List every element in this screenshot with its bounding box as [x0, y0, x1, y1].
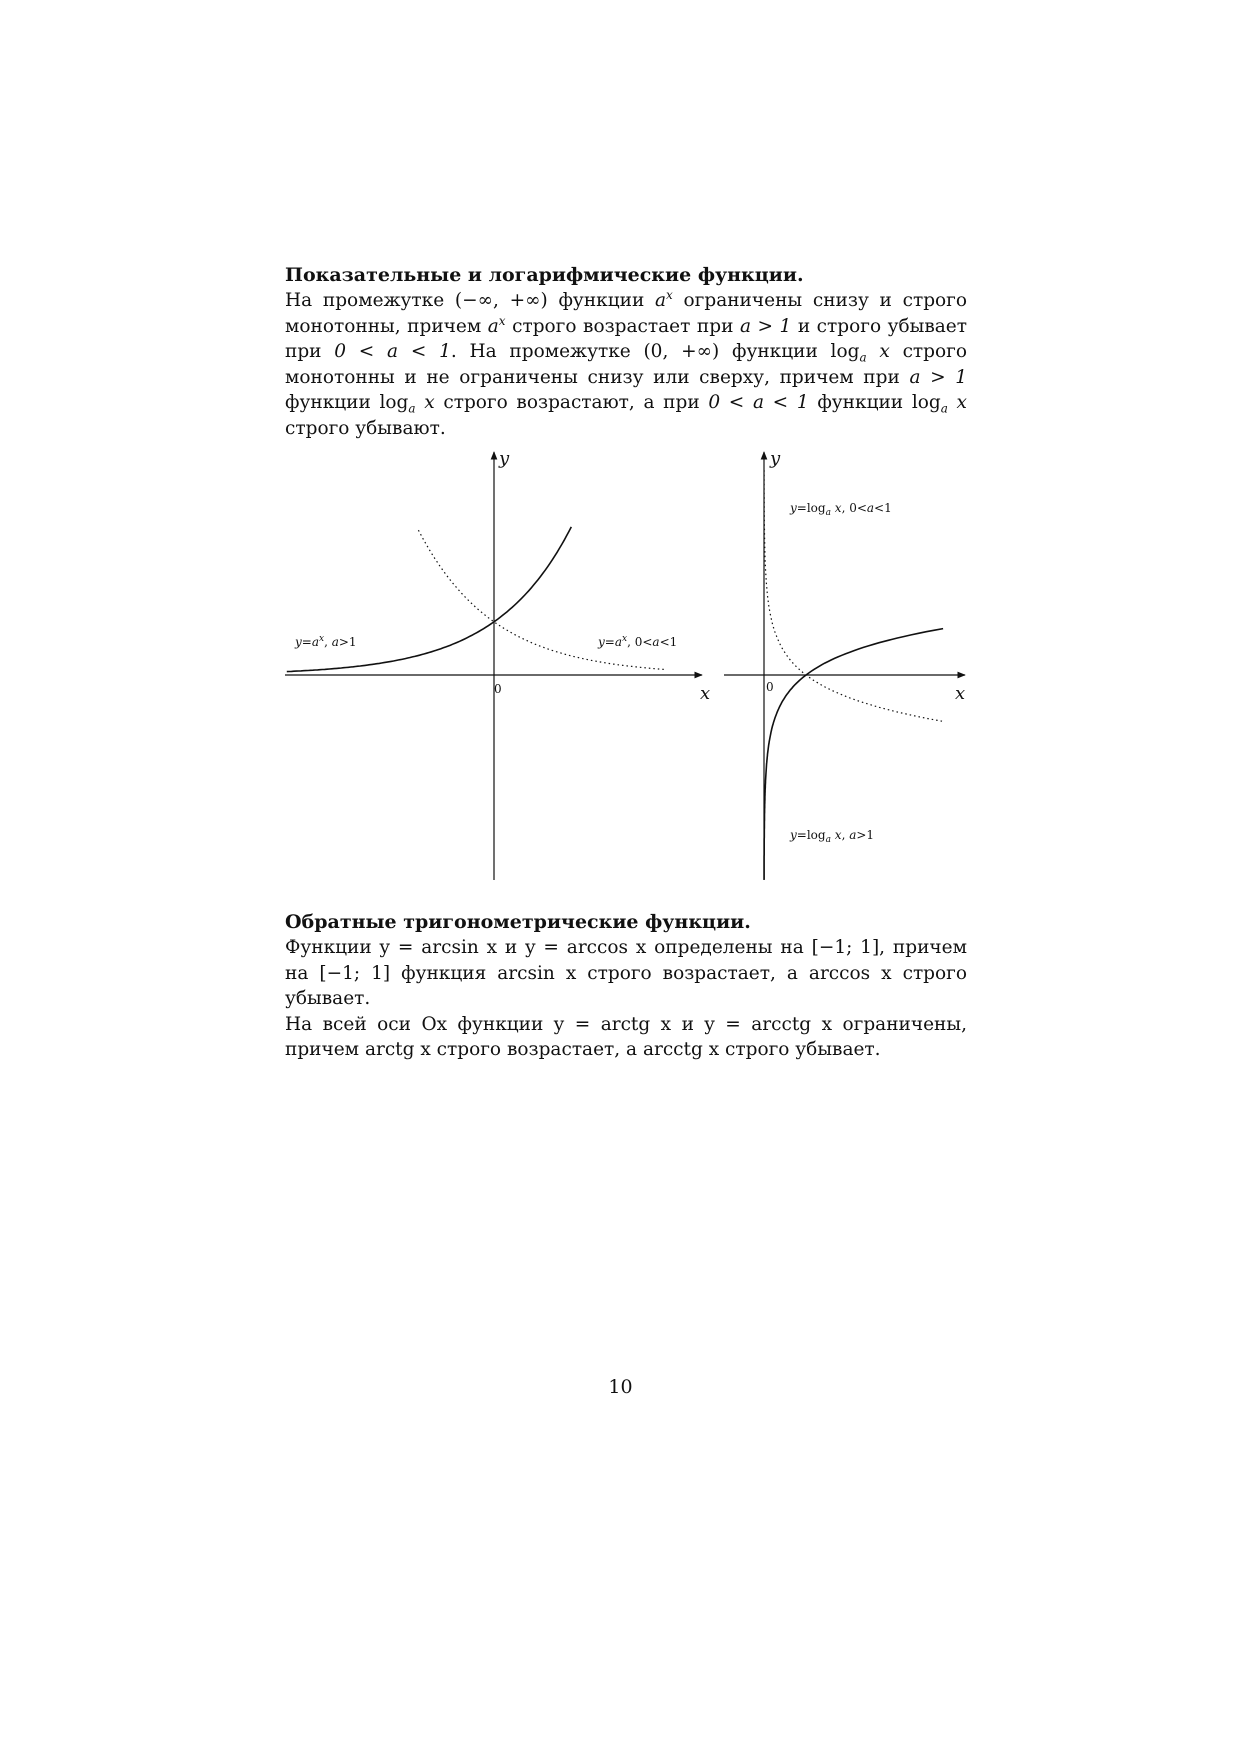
paragraph-exp-log: На промежутке (−∞, +∞) функции $a^x$ ограничены снизу и строго монотонны, причем $a^x$ строго возрастает при a > 1 и строго убывает при 0 < a < 1. На промежутке (0, +∞) функции $\log_a x$ строго монотонны и не ограничены снизу или сверху, причем при a > 1 функции $\log_a x$ строго возрастают, а при 0 < a < 1 функции $\log_a x$ строго убывают.: [285, 287, 968, 439]
section-heading-inverse-trig: Обратные тригонометрические функции.: [285, 911, 751, 933]
log-growth-label: $y=\log_a$ x, a>1: [790, 828, 875, 845]
graphs-svg: [280, 440, 980, 890]
page-number: 10: [608, 1376, 633, 1398]
section-exp-log: [285, 262, 967, 441]
function-graphs-figure: [280, 440, 980, 890]
exp-graph: [285, 448, 710, 880]
exp-origin-label: 0: [494, 682, 502, 696]
exp-decay-label: $y=a^x$, 0<a<1: [598, 634, 678, 649]
exp-growth-label: $y=a^x$, a>1: [295, 634, 357, 649]
log-decay-label: $y=\log_a$ x, 0<a<1: [790, 501, 892, 518]
log-graph: [724, 448, 965, 880]
paragraph-inverse-trig-1: Функции y = arcsin x и y = arccos x определены на [−1; 1], причем на [−1; 1] функция arcsin x строго возрастает, а arccos x строго убывает.: [285, 937, 967, 1009]
log-x-label: x: [955, 683, 966, 704]
exp-x-label: x: [700, 683, 711, 704]
exp-y-label: y: [499, 448, 510, 469]
log-origin-label: 0: [766, 680, 774, 694]
paragraph-inverse-trig-2: На всей оси Ox функции y = arctg x и y = arcctg x ограничены, причем arctg x строго возрастает, а arcctg x строго убывает.: [285, 1013, 967, 1060]
log-y-label: y: [770, 448, 781, 469]
section-heading-exp-log: Показательные и логарифмические функции.: [285, 264, 804, 286]
exp-growth-curve: [287, 527, 572, 672]
log-growth-curve: [764, 629, 943, 880]
section-inverse-trig: [285, 909, 967, 1063]
